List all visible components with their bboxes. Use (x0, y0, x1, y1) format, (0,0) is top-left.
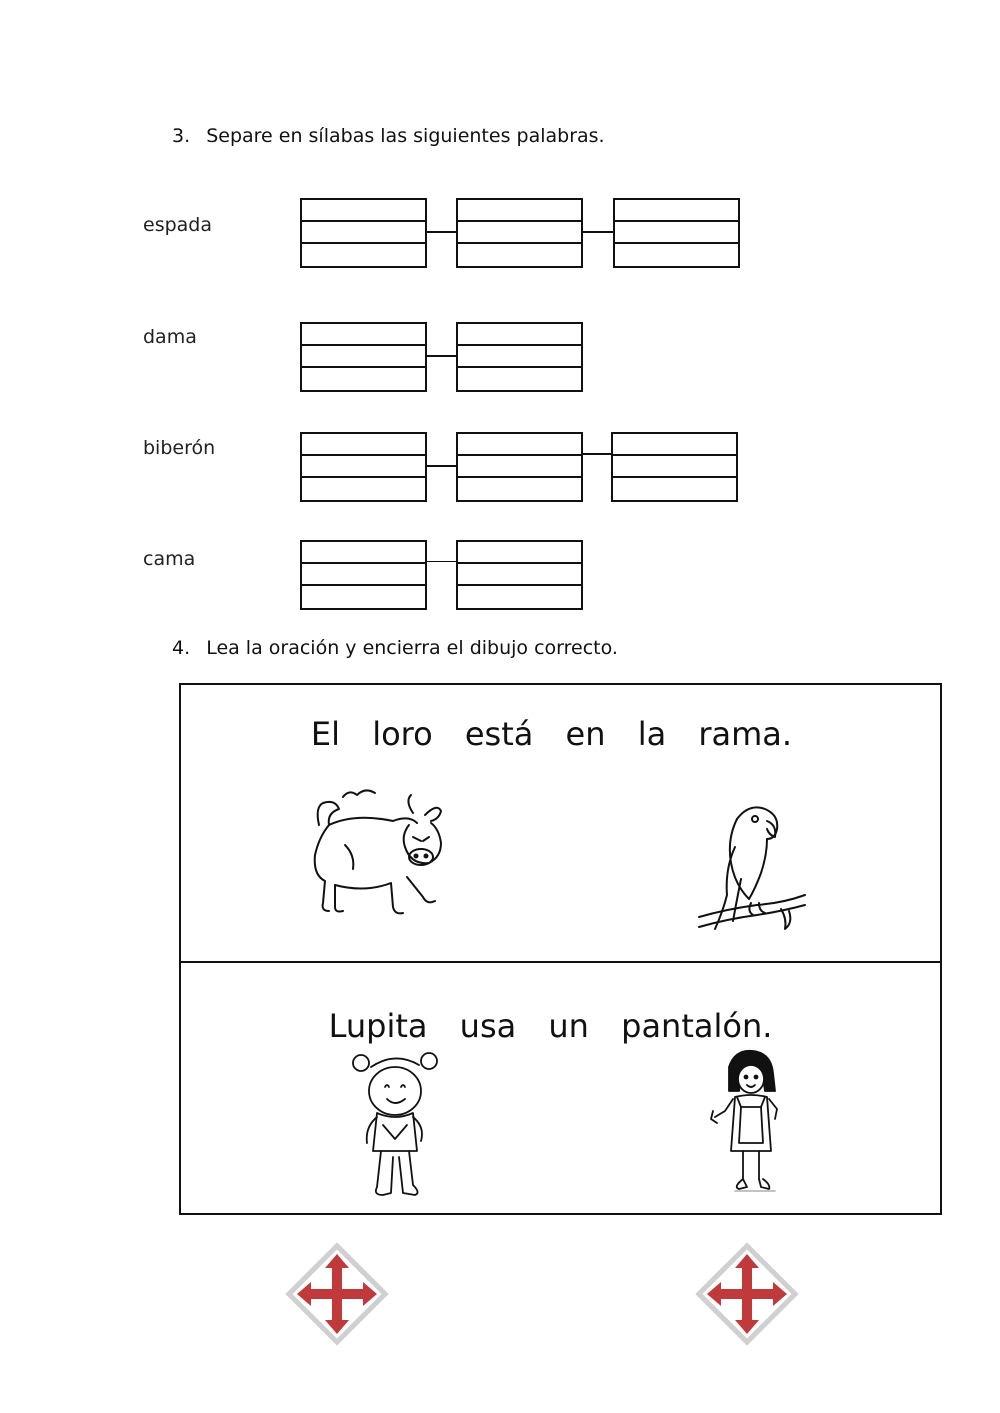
connector (583, 231, 614, 233)
girl-in-dress-drawing-icon[interactable] (705, 1047, 797, 1199)
connector (427, 465, 457, 467)
girl-in-pants-drawing-icon[interactable] (347, 1047, 447, 1201)
question-4-title (172, 637, 618, 659)
exercise-frame (179, 683, 942, 1215)
word-dama: dama (143, 326, 197, 348)
syllable-box-dama-2[interactable] (456, 322, 583, 392)
sentence-lupita: Lupita usa un pantalón. (328, 1007, 773, 1045)
syllable-box-cama-2[interactable] (456, 540, 583, 610)
syllable-box-dama-1[interactable] (300, 322, 427, 392)
bull-drawing-icon[interactable] (305, 785, 453, 925)
question-4-number: 4. (172, 637, 191, 659)
question-3-title (172, 125, 605, 147)
sentence-parrot: El loro está en la rama. (310, 715, 793, 753)
syllable-box-espada-3[interactable] (613, 198, 740, 268)
syllable-box-cama-1[interactable] (300, 540, 427, 610)
syllable-box-biberon-2[interactable] (456, 432, 583, 502)
word-cama: cama (143, 548, 196, 570)
connector (427, 561, 457, 562)
syllable-box-biberon-3[interactable] (611, 432, 738, 502)
connector (427, 231, 457, 233)
syllable-box-espada-1[interactable] (300, 198, 427, 268)
move-arrows-icon[interactable] (695, 1242, 799, 1346)
question-3-text: Separe en sílabas las siguientes palabras. (206, 125, 605, 147)
question-3-number: 3. (172, 125, 191, 147)
syllable-box-espada-2[interactable] (456, 198, 583, 268)
word-espada: espada (143, 214, 212, 236)
syllable-box-biberon-1[interactable] (300, 432, 427, 502)
frame-divider (181, 961, 940, 963)
parrot-drawing-icon[interactable] (697, 799, 807, 939)
connector (583, 453, 612, 455)
move-arrows-icon[interactable] (285, 1242, 389, 1346)
word-biberon: biberón (143, 437, 216, 459)
connector (427, 355, 457, 357)
question-4-text: Lea la oración y encierra el dibujo correcto. (206, 637, 618, 659)
